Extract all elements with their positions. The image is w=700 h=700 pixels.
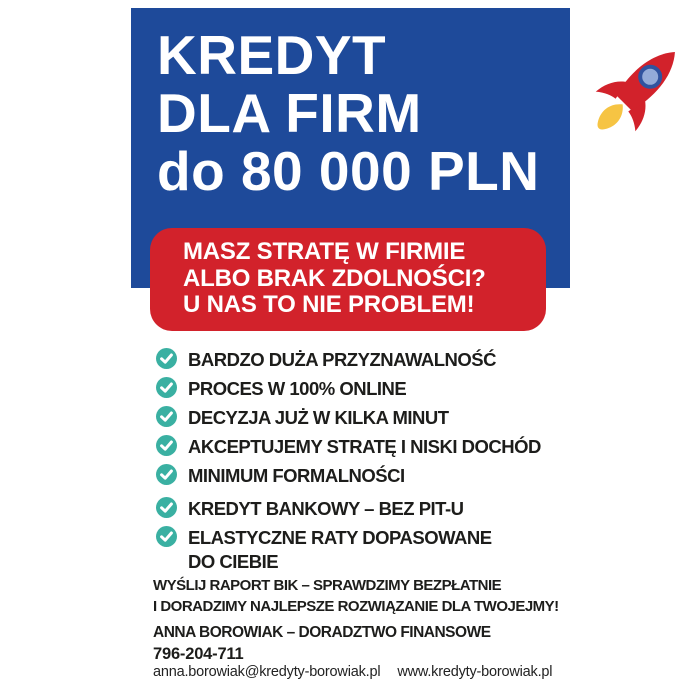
bik-note (153, 576, 559, 617)
benefit-item (156, 464, 541, 486)
bik-note-line-1: WYŚLIJ RAPORT BIK – SPRAWDZIMY BEZPŁATNIE (153, 577, 502, 594)
check-icon (156, 348, 177, 369)
offer-banner (150, 228, 546, 331)
offer-line-1: MASZ STRATĘ W FIRMIE (183, 238, 466, 265)
benefit-item (156, 497, 541, 519)
headline-line-1: KREDYT (157, 24, 387, 86)
check-icon (156, 526, 177, 547)
contact-links-row (153, 664, 552, 680)
headline-line-2: DLA FIRM (157, 82, 422, 144)
check-icon (156, 377, 177, 398)
bik-note-line-2: I DORADZIMY NAJLEPSZE ROZWIĄZANIE DLA TWOJEJMY! (153, 597, 559, 615)
benefit-label: ELASTYCZNE RATY DOPASOWANE DO CIEBIE (188, 527, 492, 572)
benefit-item (156, 526, 541, 574)
benefit-label: MINIMUM FORMALNOŚCI (188, 465, 405, 486)
offer-line-2: ALBO BRAK ZDOLNOŚCI? (183, 264, 486, 292)
check-icon (156, 497, 177, 518)
headline (157, 26, 539, 200)
benefit-label: AKCEPTUJEMY STRATĘ I NISKI DOCHÓD (188, 436, 541, 457)
check-icon (156, 406, 177, 427)
website-url: www.kredyty-borowiak.pl (397, 664, 553, 680)
benefit-item (156, 348, 541, 370)
phone-number: 796-204-711 (153, 645, 244, 663)
check-icon (156, 464, 177, 485)
benefit-item (156, 435, 541, 457)
benefit-item (156, 377, 541, 399)
offer-line-3: U NAS TO NIE PROBLEM! (183, 291, 475, 318)
benefit-label: DECYZJA JUŻ W KILKA MINUT (188, 407, 449, 428)
benefit-item (156, 406, 541, 428)
email-address: anna.borowiak@kredyty-borowiak.pl (153, 664, 381, 680)
check-icon (156, 435, 177, 456)
headline-line-3: do 80 000 PLN (157, 140, 540, 202)
benefit-label: PROCES W 100% ONLINE (188, 378, 407, 399)
benefit-label: BARDZO DUŻA PRZYZNAWALNOŚĆ (188, 349, 496, 370)
benefit-label: KREDYT BANKOWY – BEZ PIT-U (188, 498, 464, 519)
contact-name: ANNA BOROWIAK – DORADZTWO FINANSOWE (153, 624, 491, 641)
rocket-icon (578, 26, 700, 151)
benefits-list (156, 348, 541, 581)
